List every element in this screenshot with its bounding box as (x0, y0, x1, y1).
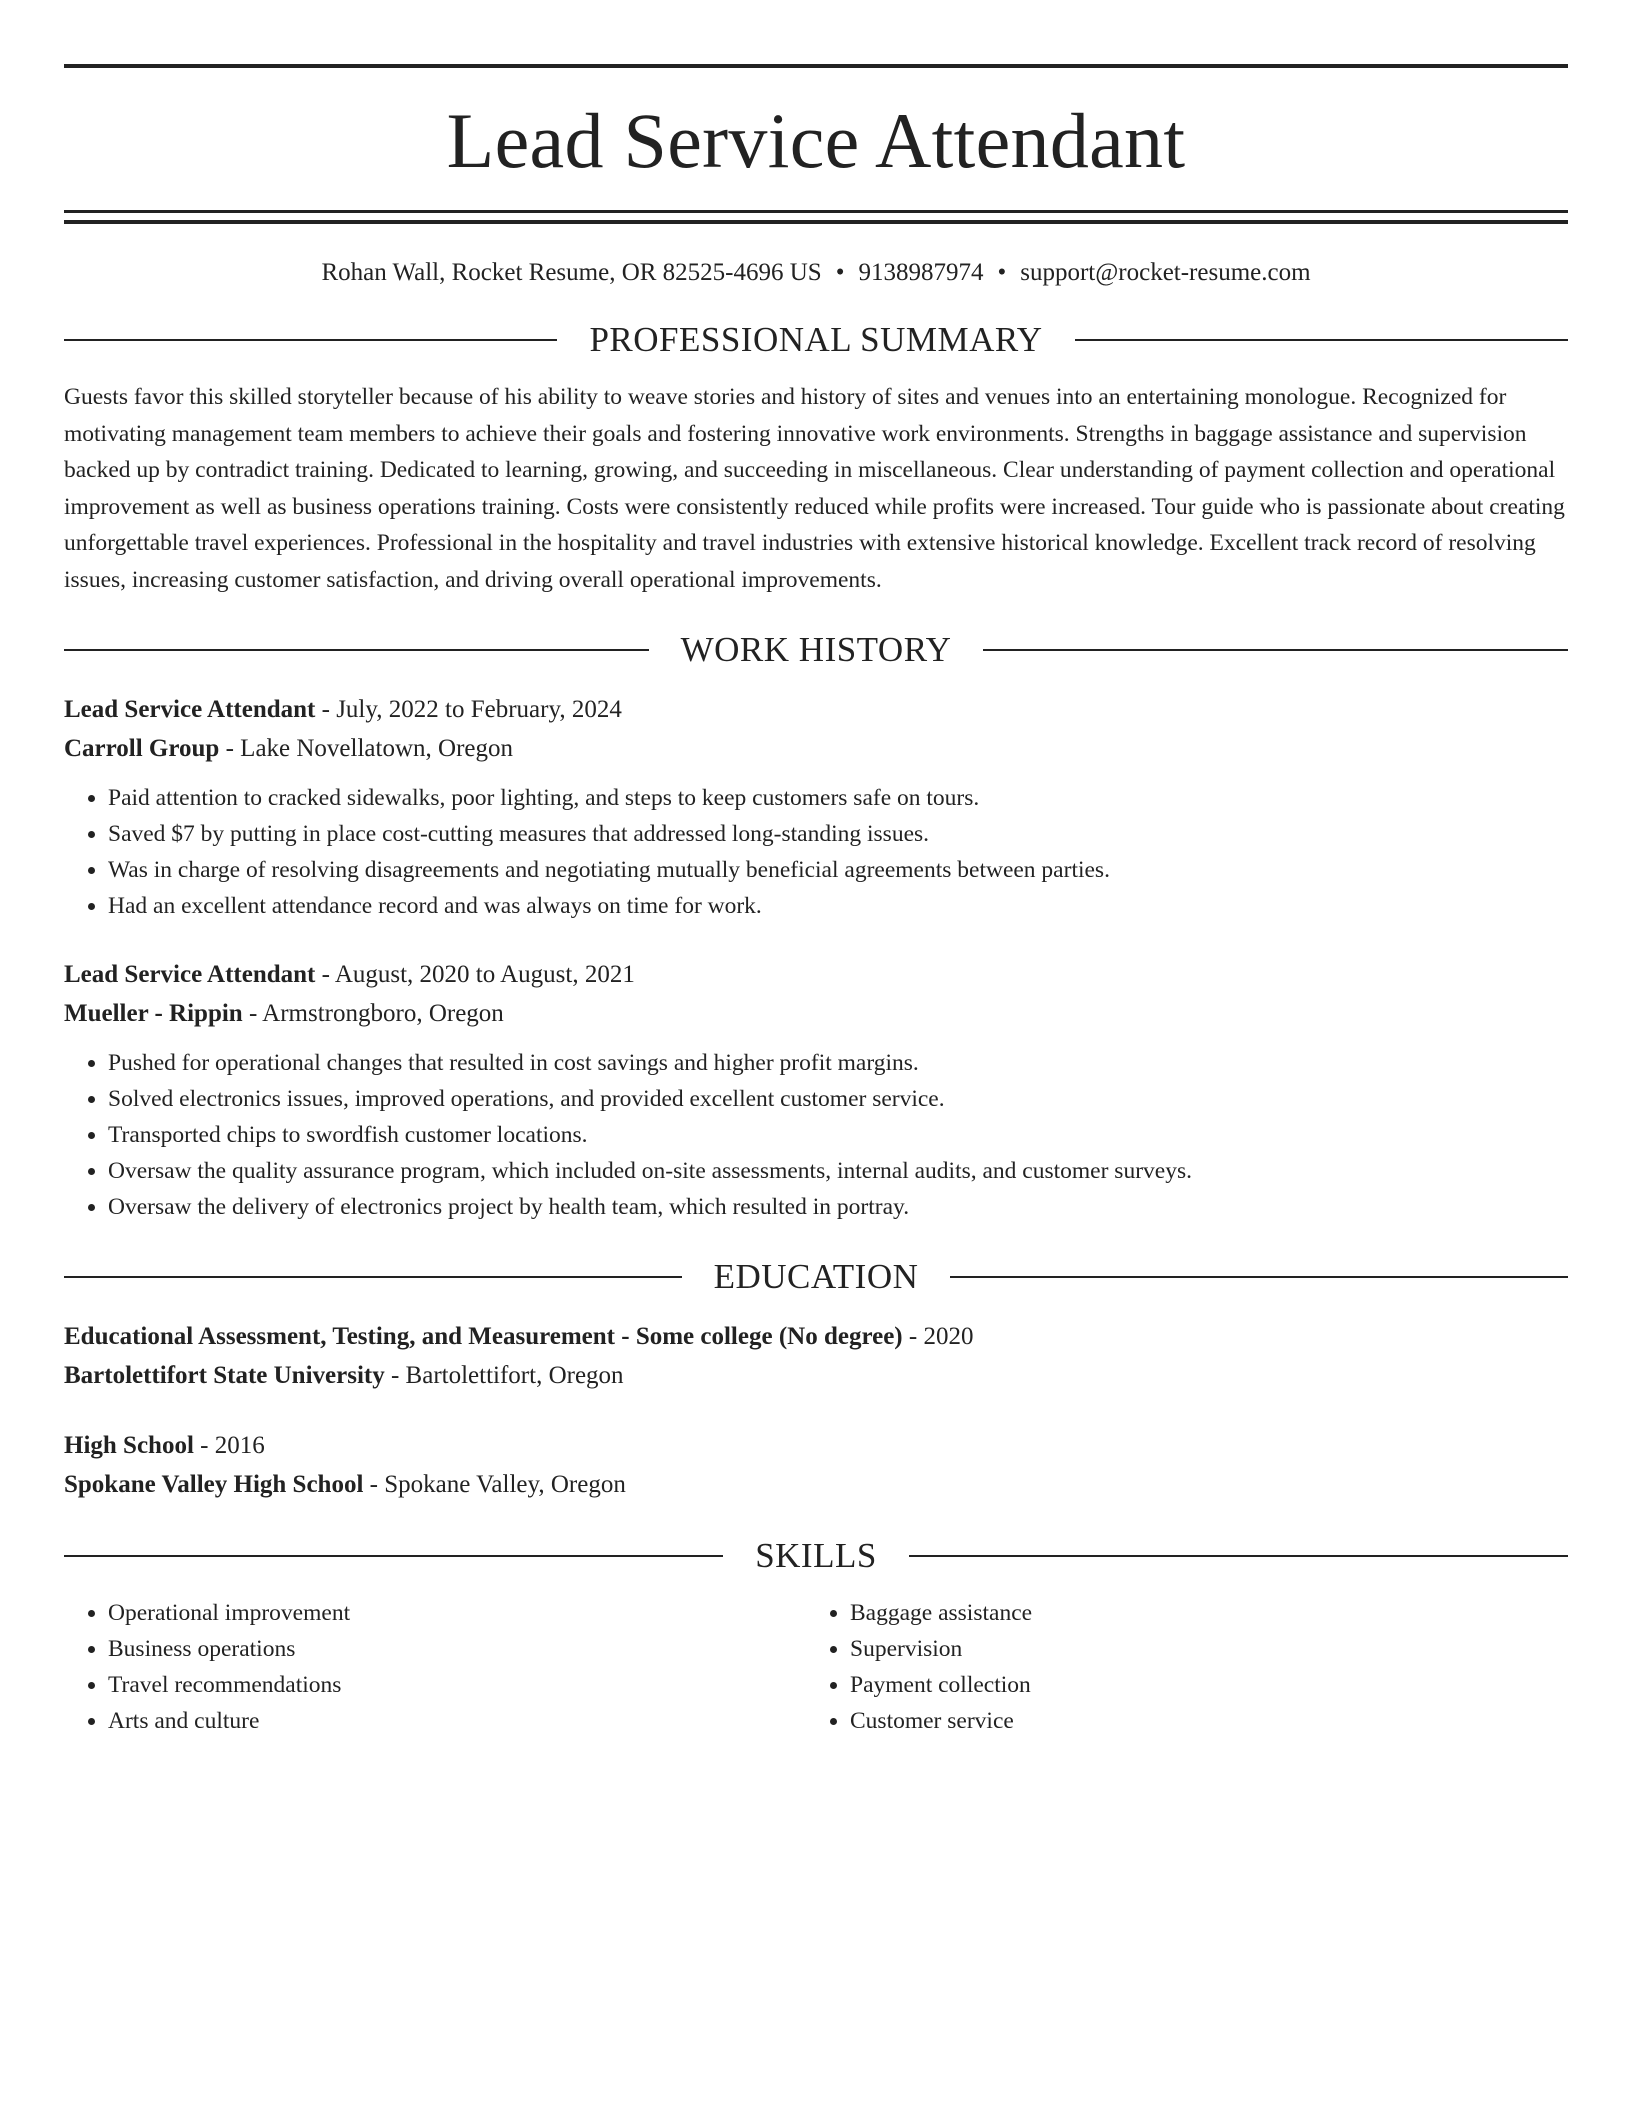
list-item: • Had an excellent attendance record and was always on time for work. (108, 888, 1568, 924)
job-title: Lead Service Attendant (64, 696, 316, 723)
skills-list-right (806, 1595, 1548, 1739)
heading-rule-right (983, 649, 1568, 651)
skills-columns (64, 1595, 1568, 1739)
page-title: Lead Service Attendant (446, 97, 1186, 184)
education-degree-line (64, 1427, 1568, 1466)
education-degree: High School (64, 1432, 194, 1459)
summary-text: Guests favor this skilled storyteller because of his ability to weave stories and history of sites and venues into an entertaining monologue. Recognized for motivating management team members to achieve their goals and fostering innovative work environments. Strengths in baggage assistance and supervision backed up by contradict training. Dedicated to learning, growing, and succeeding in miscellaneous. Clear understanding of payment collection and operational improvement as well as business operations training. Costs were consistently reduced while profits were increased. Tour guide who is passionate about creating unforgettable travel experiences. Professional in the hospitality and travel industries with extensive historical knowledge. Excellent track record of resolving issues, increasing customer satisfaction, and driving overall operational improvements. (64, 384, 1565, 593)
section-heading-summary (64, 322, 1568, 357)
job-company-line (64, 995, 1568, 1034)
heading-rule-left (64, 649, 649, 651)
skill-item: • Operational improvement (108, 1595, 806, 1631)
job-dates: - July, 2022 to February, 2024 (315, 696, 622, 723)
job-location: - Armstrongboro, Oregon (242, 999, 504, 1027)
section-title: PROFESSIONAL SUMMARY (589, 320, 1043, 359)
education-school: Spokane Valley High School (64, 1470, 364, 1498)
job-bullets (64, 1045, 1568, 1225)
list-item: • Oversaw the quality assurance program, which included on-site assessments, internal audits, and customer surveys. (108, 1153, 1568, 1189)
education-school-line (64, 1357, 1568, 1396)
job-entry (64, 691, 1568, 924)
contact-address: Rohan Wall, Rocket Resume, OR 82525-4696 US (321, 259, 822, 286)
section-heading-work-history (64, 632, 1568, 667)
education-entry (64, 1318, 1568, 1395)
list-item: • Solved electronics issues, improved operations, and provided excellent customer service. (108, 1081, 1568, 1117)
education-location: - Spokane Valley, Oregon (363, 1470, 626, 1498)
education-degree-line (64, 1318, 1568, 1357)
contact-phone: 9138987974 (858, 259, 984, 286)
job-company: Mueller - Rippin (64, 999, 243, 1027)
job-title: Lead Service Attendant (64, 961, 316, 988)
section-heading-education (64, 1259, 1568, 1294)
job-location: - Lake Novellatown, Oregon (219, 734, 513, 762)
education-location: - Bartolettifort, Oregon (384, 1361, 624, 1389)
skill-item: • Payment collection (850, 1667, 1548, 1703)
skill-item: • Supervision (850, 1631, 1548, 1667)
education-school: Bartolettifort State University (64, 1361, 385, 1389)
section-title: EDUCATION (713, 1257, 919, 1296)
contact-separator: • (997, 259, 1007, 286)
education-year: - 2020 (902, 1323, 974, 1350)
skills-list-left (64, 1595, 806, 1739)
list-item: • Was in charge of resolving disagreements and negotiating mutually beneficial agreements between parties. (108, 852, 1568, 888)
skill-item: • Business operations (108, 1631, 806, 1667)
title-double-rule (64, 210, 1568, 224)
skill-item: • Travel recommendations (108, 1667, 806, 1703)
contact-line (64, 258, 1568, 288)
job-entry (64, 956, 1568, 1225)
skill-item: • Arts and culture (108, 1703, 806, 1739)
heading-rule-right (950, 1276, 1568, 1278)
education-year: - 2016 (193, 1432, 265, 1459)
education-entry (64, 1427, 1568, 1504)
list-item: • Paid attention to cracked sidewalks, poor lighting, and steps to keep customers safe on tours. (108, 780, 1568, 816)
top-rule (64, 64, 1568, 68)
job-company-line (64, 730, 1568, 769)
contact-separator: • (835, 259, 845, 286)
job-bullets (64, 780, 1568, 924)
job-dates: - August, 2020 to August, 2021 (315, 961, 635, 988)
heading-rule-right (1075, 339, 1568, 341)
heading-rule-left (64, 1276, 682, 1278)
heading-rule-left (64, 339, 557, 341)
job-title-line (64, 956, 1568, 995)
section-title: SKILLS (755, 1536, 877, 1575)
list-item: • Pushed for operational changes that resulted in cost savings and higher profit margins. (108, 1045, 1568, 1081)
skill-item: • Customer service (850, 1703, 1548, 1739)
heading-rule-left (64, 1555, 723, 1557)
job-company: Carroll Group (64, 734, 220, 762)
section-heading-skills (64, 1538, 1568, 1573)
list-item: • Oversaw the delivery of electronics project by health team, which resulted in portray. (108, 1189, 1568, 1225)
list-item: • Saved $7 by putting in place cost-cutting measures that addressed long-standing issues. (108, 816, 1568, 852)
job-title-line (64, 691, 1568, 730)
section-title: WORK HISTORY (680, 630, 952, 669)
education-school-line (64, 1466, 1568, 1505)
heading-rule-right (909, 1555, 1568, 1557)
contact-email: support@rocket-resume.com (1020, 259, 1311, 286)
education-degree: Educational Assessment, Testing, and Measurement - Some college (No degree) (64, 1323, 903, 1350)
list-item: • Transported chips to swordfish customer locations. (108, 1117, 1568, 1153)
skill-item: • Baggage assistance (850, 1595, 1548, 1631)
